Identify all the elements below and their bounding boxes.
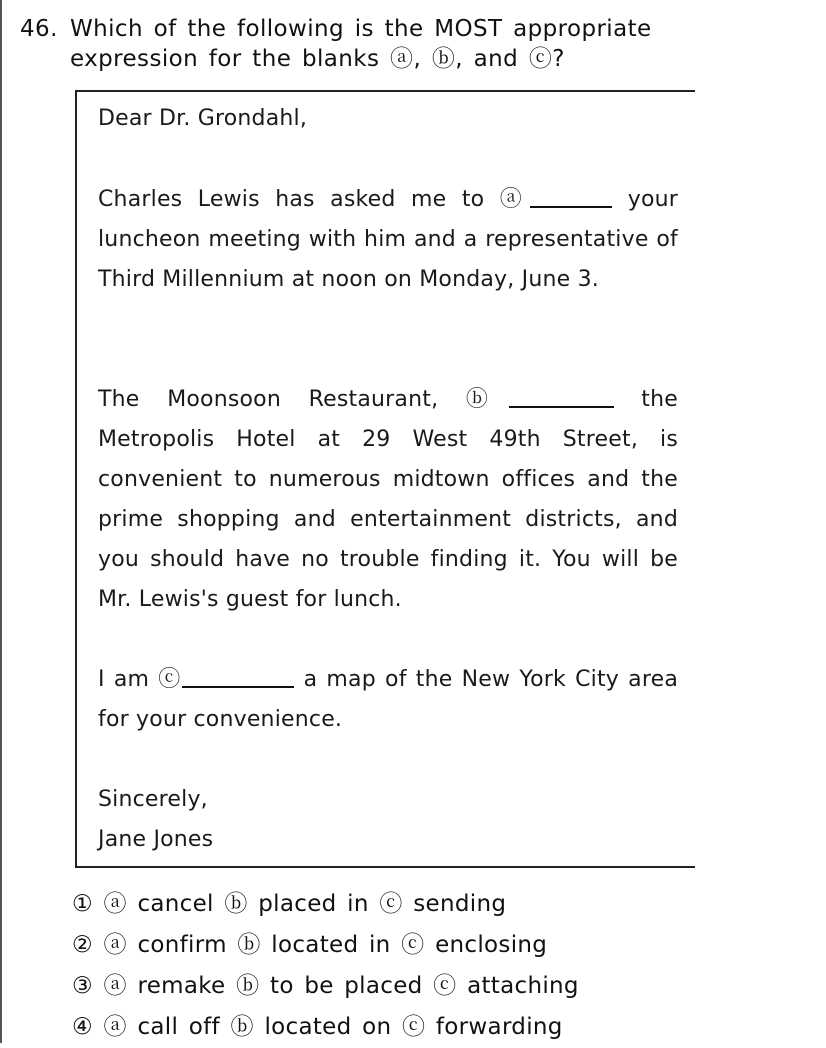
answer-options xyxy=(72,884,579,1048)
question-line-1 xyxy=(20,14,652,44)
question-number: 46. xyxy=(20,16,58,42)
letter-paragraph-3 xyxy=(98,660,678,740)
paragraph-1-end: your luncheon meeting with him and a representative of Third Millennium at noon on Monday, June 3. xyxy=(98,187,678,292)
letter-closing: Sincerely, xyxy=(98,787,208,812)
letter-paragraph-2 xyxy=(98,380,678,620)
paragraph-2-start: The Moonsoon Restaurant, ⓑ xyxy=(98,387,509,412)
question-text-2: expression for the blanks ⓐ, ⓑ, and ⓒ? xyxy=(70,46,565,72)
left-margin-rule xyxy=(0,0,2,1043)
paragraph-1-start: Charles Lewis has asked me to ⓐ xyxy=(98,187,531,212)
blank-a xyxy=(530,182,612,208)
paragraph-3-end: a map of the New York City area for your convenience. xyxy=(98,667,678,732)
answer-option-2[interactable]: ② ⓐ confirm ⓑ located in ⓒ enclosing xyxy=(72,932,548,958)
paragraph-3-start: I am ⓒ xyxy=(98,667,183,692)
blank-b xyxy=(509,382,614,408)
paragraph-2-end: the Metropolis Hotel at 29 West 49th Street, is convenient to numerous midtown offices and the prime shopping and entertainment districts, and you should have no trouble finding it. You will be Mr. Lewis's guest for lunch. xyxy=(98,387,679,612)
answer-option-4[interactable]: ④ ⓐ call off ⓑ located on ⓒ forwarding xyxy=(72,1014,563,1040)
letter-salutation: Dear Dr. Grondahl, xyxy=(98,106,308,131)
answer-option-1[interactable]: ① ⓐ cancel ⓑ placed in ⓒ sending xyxy=(72,891,507,917)
blank-c xyxy=(182,662,294,688)
letter-paragraph-1 xyxy=(98,180,678,300)
question-stem xyxy=(20,14,652,74)
answer-option-3[interactable]: ③ ⓐ remake ⓑ to be placed ⓒ attaching xyxy=(72,973,579,999)
question-text-1: Which of the following is the MOST appropriate xyxy=(70,16,652,42)
letter-signature: Jane Jones xyxy=(98,827,214,852)
